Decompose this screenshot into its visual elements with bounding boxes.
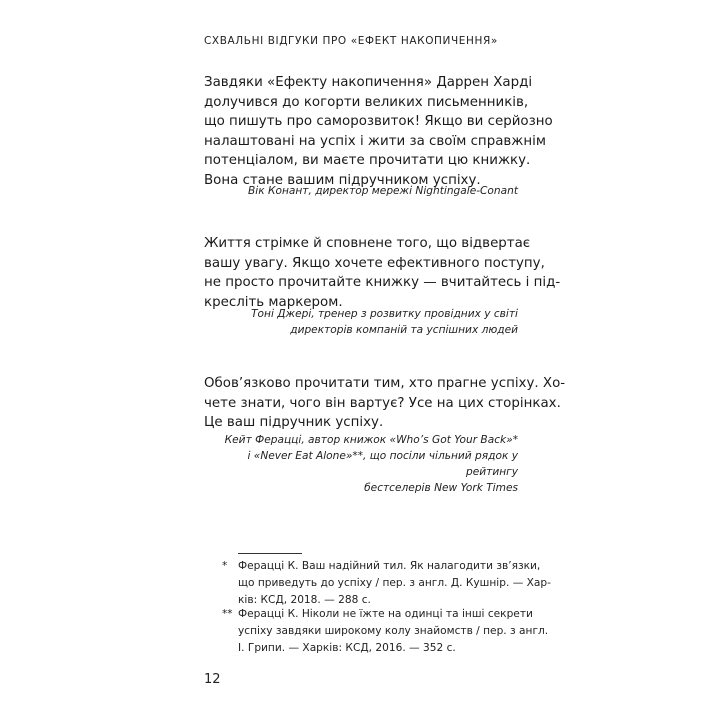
footnote-line: Ферацці К. Ніколи не їжте на одинці та інші секрети xyxy=(238,608,533,620)
quote-line: налаштовані на успіх і жити за своїм справжнім xyxy=(204,133,546,149)
quote-line: Вона стане вашим підручником успіху. xyxy=(204,172,481,188)
footnote-line: успіху завдяки широкому колу знайомств / пер. з англ. xyxy=(238,625,549,637)
quote-3 xyxy=(204,374,566,433)
quote-line: кресліть маркером. xyxy=(204,294,343,310)
footnote-line: І. Грипи. — Харків: КСД, 2016. — 352 с. xyxy=(238,642,456,654)
attribution-line: і «Never Eat Alone»**, що посіли чільний рядок у рейтингу xyxy=(247,450,518,478)
quote-line: Життя стрімке й сповнене того, що відвертає xyxy=(204,236,531,251)
quote-line: потенціалом, ви маєте прочитати цю книжку. xyxy=(204,153,531,168)
attribution-line: Вік Конант, директор мережі Nightingale-Conant xyxy=(247,185,518,197)
quote-line: Це ваш підручник успіху. xyxy=(204,415,384,430)
page-number: 12 xyxy=(204,672,221,687)
footnote-line: що приведуть до успіху / пер. з англ. Д. Кушнір. — Хар- xyxy=(238,577,551,589)
footnote-body xyxy=(238,558,551,609)
footnote-mark: ** xyxy=(222,608,233,620)
footnote-divider xyxy=(238,553,302,554)
attribution-line: бестселерів New York Times xyxy=(364,482,518,494)
footnote-line: ків: КСД, 2018. — 288 с. xyxy=(238,594,371,606)
quote-3-attribution xyxy=(198,432,518,496)
quote-1 xyxy=(204,73,553,190)
footnote-body xyxy=(238,606,549,657)
quote-line: чете знати, чого він вартує? Усе на цих сторінках. xyxy=(204,395,561,411)
attribution-line: Кейт Ферацці, автор книжок «Who’s Got Your Back»* xyxy=(224,434,518,446)
running-head: СХВАЛЬНІ ВІДГУКИ ПРО «ЕФЕКТ НАКОПИЧЕННЯ» xyxy=(204,35,498,47)
attribution-line: директорів компаній та успішних людей xyxy=(290,324,518,336)
quote-1-attribution xyxy=(198,183,518,199)
footnote-line: Ферацці К. Ваш надійний тил. Як налагодити зв’язки, xyxy=(238,560,541,572)
quote-2-attribution xyxy=(198,306,518,338)
quote-line: вашу увагу. Якщо хочете ефективного поступу, xyxy=(204,255,545,271)
quote-2 xyxy=(204,234,561,312)
quote-line: Обов’язково прочитати тим, хто прагне успіху. Хо- xyxy=(204,376,566,391)
quote-line: не просто прочитайте книжку — вчитайтесь і під- xyxy=(204,275,561,290)
attribution-line: Тоні Джері, тренер з розвитку провідних у світі xyxy=(251,308,518,320)
quote-line: Завдяки «Ефекту накопичення» Даррен Харді xyxy=(204,75,533,90)
quote-line: долучився до когорти великих письменників, xyxy=(204,94,529,110)
footnote-mark: * xyxy=(222,560,228,572)
quote-line: що пишуть про саморозвиток! Якщо ви серйозно xyxy=(204,114,553,129)
